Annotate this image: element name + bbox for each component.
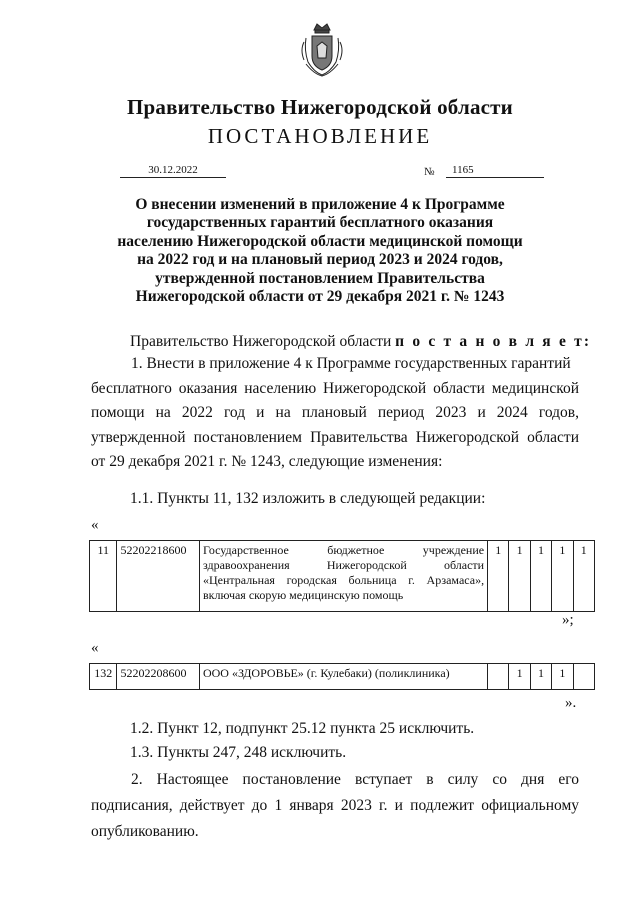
cell-flag: 1 xyxy=(552,664,573,690)
document-number: 1165 xyxy=(446,163,544,178)
document-type: ПОСТАНОВЛЕНИЕ xyxy=(207,124,433,148)
paragraph-1-rest: бесплатного оказания населению Нижегородской области медицинской помощи на 2022 год и на плановый период 2023 и 2024 годов, утвержденной постановлением Правительства Нижегородской области от 29 декабря 2021 г. № 1243, следующие изменения: xyxy=(91,379,579,471)
number-sign: № xyxy=(424,166,435,178)
intro-decree-word: п о с т а н о в л я е т: xyxy=(395,333,592,350)
cell-organization: ООО «ЗДОРОВЬЕ» (г. Кулебаки) (поликлиника) xyxy=(199,664,487,690)
table-row xyxy=(90,664,595,690)
cell-flag: 1 xyxy=(530,541,551,612)
paragraph-1-first-line: 1. Внести в приложение 4 к Программе государственных гарантий xyxy=(131,355,571,372)
close-quote-2: ». xyxy=(565,695,577,711)
cell-flag: 1 xyxy=(509,664,530,690)
paragraph-1-3: 1.3. Пункты 247, 248 исключить. xyxy=(130,744,347,761)
intro-paragraph xyxy=(130,330,591,354)
intro-plain: Правительство Нижегородской области xyxy=(130,333,396,350)
cell-flag xyxy=(488,664,509,690)
paragraph-1 xyxy=(91,352,579,475)
cell-flag xyxy=(573,664,594,690)
document-subject: О внесении изменений в приложение 4 к Программе государственных гарантий бесплатного оказания населению Нижегородской области медицинской помощи на 2022 год и на плановый период 2023 и 2024 годов, утвержденной постановлением Правительства Нижегородской области от 29 декабря 2021 г. № 1243 xyxy=(117,196,523,306)
cell-flag: 1 xyxy=(573,541,594,612)
government-title: Правительство Нижегородской области xyxy=(127,95,513,119)
cell-organization: Государственное бюджетное учреждение здравоохранения Нижегородской области «Центральная городская больница г. Арзамаса», включая скорую медицинскую помощь xyxy=(199,541,487,612)
cell-flag: 1 xyxy=(552,541,573,612)
cell-flag: 1 xyxy=(488,541,509,612)
close-quote-1: »; xyxy=(562,612,574,628)
cell-number: 11 xyxy=(90,541,117,612)
open-quote-1: « xyxy=(91,517,99,533)
open-quote-2: « xyxy=(91,640,99,656)
table-item-132 xyxy=(89,663,595,690)
document-date: 30.12.2022 xyxy=(120,163,226,178)
paragraph-1-1: 1.1. Пункты 11, 132 изложить в следующей редакции: xyxy=(130,490,486,507)
cell-flag: 1 xyxy=(509,541,530,612)
paragraph-2-text: 2. Настоящее постановление вступает в силу со дня его подписания, действует до 1 января 2023 г. и подлежит официальному опубликованию. xyxy=(91,771,579,840)
cell-code: 52202208600 xyxy=(117,664,199,690)
cell-code: 52202218600 xyxy=(117,541,199,612)
table-item-11 xyxy=(89,540,595,612)
cell-number: 132 xyxy=(90,664,117,690)
table-row xyxy=(90,541,595,612)
cell-flag: 1 xyxy=(530,664,551,690)
paragraph-2 xyxy=(91,767,579,845)
nizhny-novgorod-coat-of-arms-icon xyxy=(300,20,344,78)
paragraph-1-2: 1.2. Пункт 12, подпункт 25.12 пункта 25 исключить. xyxy=(130,720,475,737)
